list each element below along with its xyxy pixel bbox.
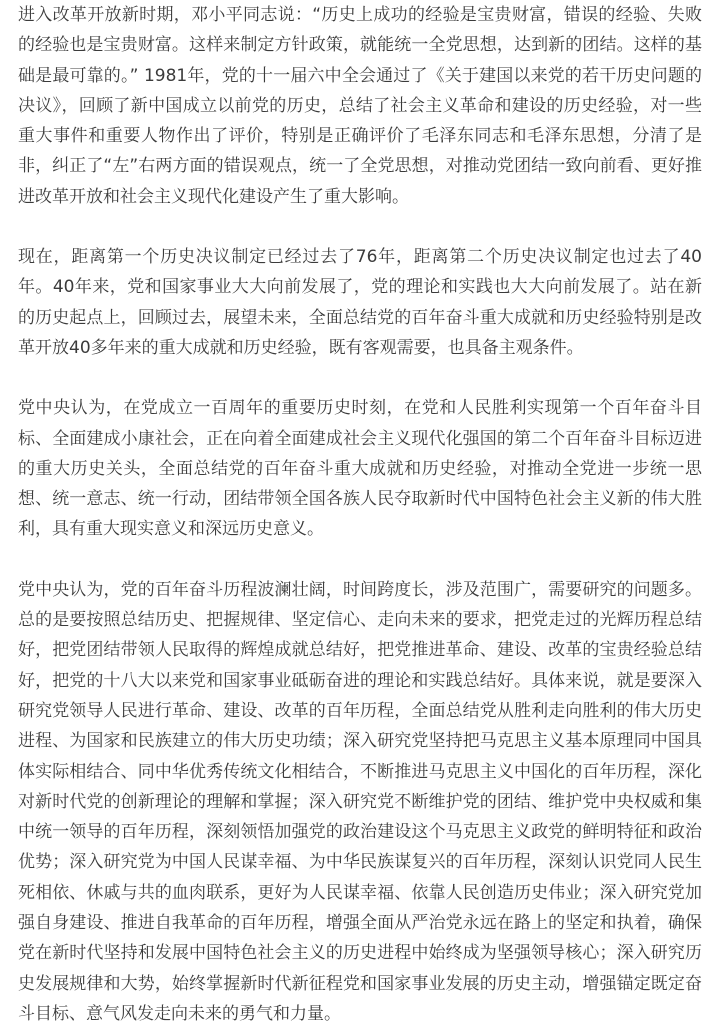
paragraph-gap <box>18 545 702 575</box>
paragraph-3: 党中央认为，在党成立一百周年的重要历史时刻，在党和人民胜利实现第一个百年奋斗目标、全面建成小康社会，正在向着全面建成社会主义现代化强国的第二个百年奋斗目标迈进的重大历史关头，全面总结党的百年奋斗重大成就和历史经验，对推动全党进一步统一思想、统一意志、统一行动，团结带领全国各族人民夺取新时代中国特色社会主义新的伟大胜利，具有重大现实意义和深远历史意义。 <box>18 398 702 540</box>
paragraph-4: 党中央认为，党的百年奋斗历程波澜壮阔，时间跨度长，涉及范围广，需要研究的问题多。总的是要按照总结历史、把握规律、坚定信心、走向未来的要求，把党走过的光辉历程总结好，把党团结带领人民取得的辉煌成就总结好，把党推进革命、建设、改革的宝贵经验总结好，把党的十八大以来党和国家事业砥砺奋进的理论和实践总结好。具体来说，就是要深入研究党领导人民进行革命、建设、改革的百年历程，全面总结党从胜利走向胜利的伟大历史进程、为国家和民族建立的伟大历史功绩；深入研究党坚持把马克思主义基本原理同中国具体实际相结合、同中华优秀传统文化相结合，不断推进马克思主义中国化的百年历程，深化对新时代党的创新理论的理解和掌握；深入研究党不断维护党的团结、维护党中央权威和集中统一领导的百年历程，深刻领悟加强党的政治建设这个马克思主义政党的鲜明特征和政治优势；深入研究党为中国人民谋幸福、为中华民族谋复兴的百年历程，深刻认识党同人民生死相依、休戚与共的血肉联系，更好为人民谋幸福、依靠人民创造历史伟业；深入研究党加强自身建设、推进自我革命的百年历程，增强全面从严治党永远在路上的坚定和执着，确保党在新时代坚持和发展中国特色社会主义的历史进程中始终成为坚强领导核心；深入研究历史发展规律和大势，始终掌握新时代新征程党和国家事业发展的历史主动，增强锚定既定奋斗目标、意气风发走向未来的勇气和力量。 <box>18 579 702 1024</box>
paragraph-gap <box>18 363 702 393</box>
paragraph-2: 现在，距离第一个历史决议制定已经过去了76年，距离第二个历史决议制定也过去了40年。40年来，党和国家事业大大向前发展了，党的理论和实践也大大向前发展了。站在新的历史起点上，回顾过去，展望未来，全面总结党的百年奋斗重大成就和历史经验特别是改革开放40多年来的重大成就和历史经验，既有客观需要，也具备主观条件。 <box>18 247 702 358</box>
paragraph-1: 进入改革开放新时期，邓小平同志说：“历史上成功的经验是宝贵财富，错误的经验、失败的经验也是宝贵财富。这样来制定方针政策，就能统一全党思想，达到新的团结。这样的基础是最可靠的。” 1981年，党的十一届六中全会通过了《关于建国以来党的若干历史问题的决议》，回顾了新中国成立以前党的历史，总结了社会主义革命和建设的历史经验，对一些重大事件和重要人物作出了评价，特别是正确评价了毛泽东同志和毛泽东思想，分清了是非，纠正了“左”右两方面的错误观点，统一了全党思想，对推动党团结一致向前看、更好推进改革开放和社会主义现代化建设产生了重大影响。 <box>18 5 702 207</box>
paragraph-gap <box>18 212 702 242</box>
